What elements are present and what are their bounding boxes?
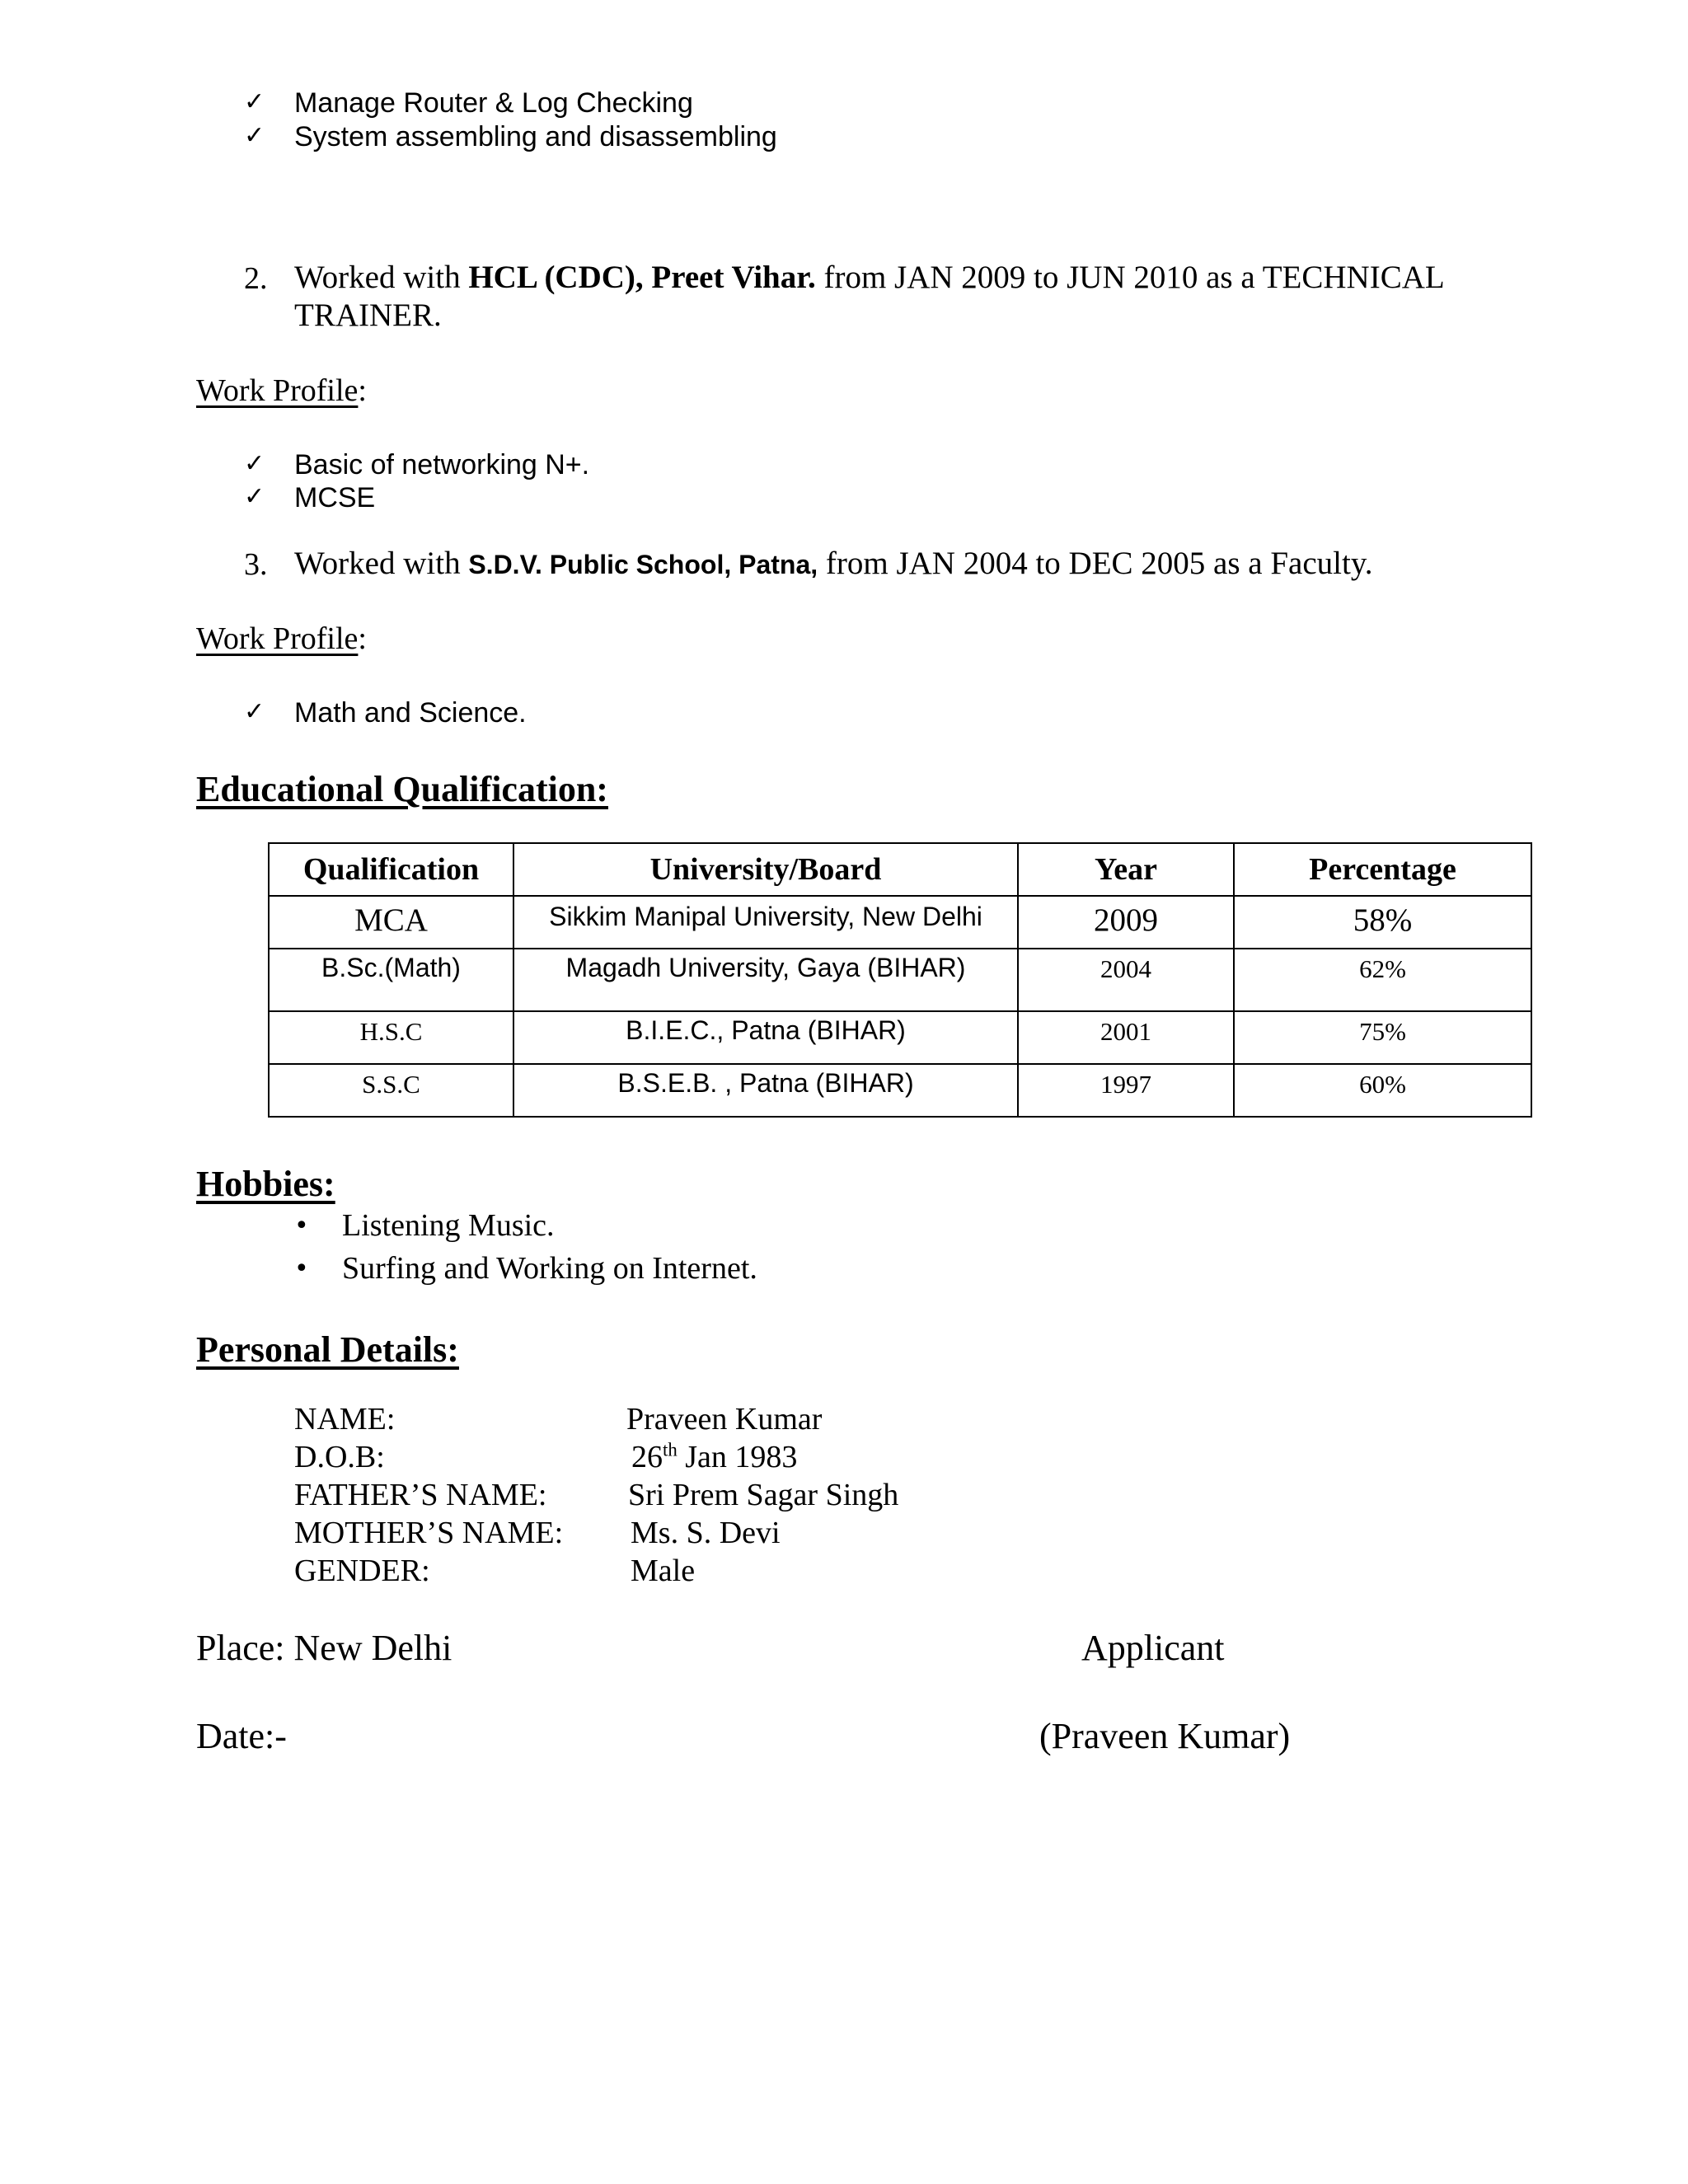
- signature-name: (Praveen Kumar): [1039, 1716, 1291, 1756]
- gender-label: GENDER:: [294, 1554, 430, 1588]
- name-value: Praveen Kumar: [626, 1402, 823, 1436]
- cell-percentage: 60%: [1234, 1064, 1531, 1117]
- dob-label: D.O.B:: [294, 1440, 385, 1474]
- bullet-icon: •: [294, 1254, 309, 1283]
- cell-university: B.I.E.C., Patna (BIHAR): [513, 1011, 1018, 1064]
- col-header-percentage: Percentage: [1234, 843, 1531, 896]
- cell-qualification: B.Sc.(Math): [269, 949, 513, 1011]
- cell-year: 2009: [1018, 896, 1234, 949]
- cell-qualification: S.S.C: [269, 1064, 513, 1117]
- father-name-label: FATHER’S NAME:: [294, 1478, 547, 1512]
- mother-name-label: MOTHER’S NAME:: [294, 1516, 564, 1550]
- cell-percentage: 75%: [1234, 1011, 1531, 1064]
- check-icon: ✓: [244, 449, 265, 478]
- check-icon: ✓: [244, 87, 265, 116]
- job-org: HCL (CDC), Preet Vihar.: [468, 260, 816, 295]
- mother-name-value: Ms. S. Devi: [631, 1516, 781, 1550]
- cell-percentage: 62%: [1234, 949, 1531, 1011]
- education-heading: Educational Qualification:: [196, 769, 608, 809]
- table-row: [269, 896, 1531, 949]
- table-header-row: [269, 843, 1531, 896]
- hobbies-heading: Hobbies:: [196, 1164, 335, 1204]
- work-profile-label: Work Profile:: [196, 373, 367, 408]
- cell-year: 2001: [1018, 1011, 1234, 1064]
- check-icon: ✓: [244, 697, 265, 726]
- work-profile-item: Basic of networking N+.: [294, 449, 590, 480]
- check-icon: ✓: [244, 482, 265, 511]
- table-row: [269, 949, 1531, 1011]
- personal-details-heading: Personal Details:: [196, 1329, 459, 1370]
- education-table: [268, 842, 1532, 1118]
- check-icon: ✓: [244, 121, 265, 150]
- cell-percentage: 58%: [1234, 896, 1531, 949]
- bullet-icon: •: [294, 1212, 309, 1240]
- father-name-value: Sri Prem Sagar Singh: [628, 1478, 899, 1512]
- job-number: 2.: [244, 261, 268, 296]
- place-text: Place: New Delhi: [196, 1628, 452, 1668]
- cell-university: Magadh University, Gaya (BIHAR): [513, 949, 1018, 1011]
- name-label: NAME:: [294, 1402, 396, 1436]
- applicant-label: Applicant: [1081, 1628, 1225, 1668]
- hobby-item: Listening Music.: [342, 1208, 555, 1243]
- cell-year: 1997: [1018, 1064, 1234, 1117]
- cell-year: 2004: [1018, 949, 1234, 1011]
- hobby-item: Surfing and Working on Internet.: [342, 1251, 757, 1286]
- table-row: [269, 1011, 1531, 1064]
- col-header-qualification: Qualification: [269, 843, 513, 896]
- gender-value: Male: [631, 1554, 696, 1588]
- cell-qualification: H.S.C: [269, 1011, 513, 1064]
- job-entry-continuation: TRAINER.: [294, 298, 442, 333]
- cell-university: Sikkim Manipal University, New Delhi: [513, 896, 1018, 949]
- job-entry-hcl: Worked with HCL (CDC), Preet Vihar. from JAN 2009 to JUN 2010 as a TECHNICAL: [294, 260, 1445, 295]
- work-profile-item: System assembling and disassembling: [294, 121, 777, 152]
- cell-university: B.S.E.B. , Patna (BIHAR): [513, 1064, 1018, 1117]
- job-entry-sdv: Worked with S.D.V. Public School, Patna, from JAN 2004 to DEC 2005 as a Faculty.: [294, 546, 1373, 581]
- job-org: S.D.V. Public School, Patna,: [468, 550, 818, 579]
- table-row: [269, 1064, 1531, 1117]
- work-profile-item: Math and Science.: [294, 697, 527, 729]
- date-text: Date:-: [196, 1716, 287, 1756]
- cell-qualification: MCA: [269, 896, 513, 949]
- work-profile-item: MCSE: [294, 482, 376, 513]
- work-profile-item: Manage Router & Log Checking: [294, 87, 693, 119]
- dob-value: 26th Jan 1983: [631, 1439, 798, 1474]
- col-header-university: University/Board: [513, 843, 1018, 896]
- work-profile-label: Work Profile:: [196, 621, 367, 656]
- col-header-year: Year: [1018, 843, 1234, 896]
- job-number: 3.: [244, 547, 268, 582]
